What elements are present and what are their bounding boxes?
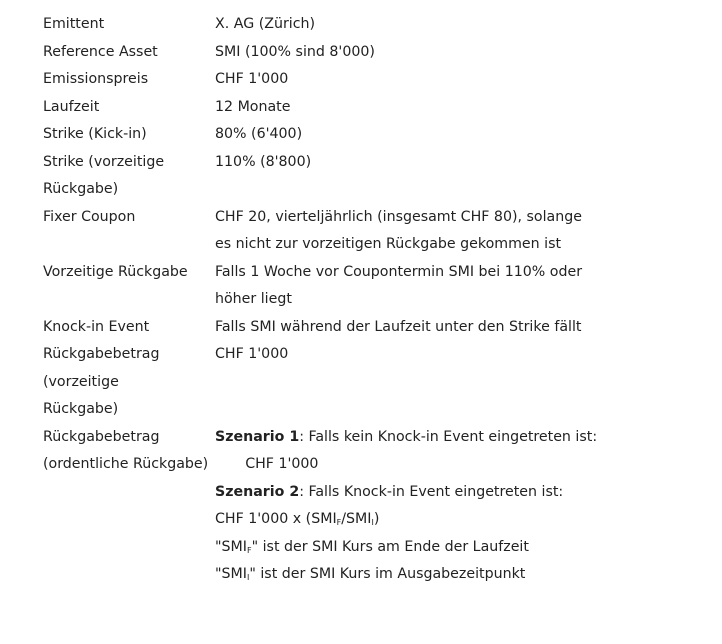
term-value: [215, 39, 683, 67]
term-value-line: es nicht zur vorzeitigen Rückgabe gekommen ist: [215, 236, 562, 252]
term-value-line: 80% (6'400): [215, 126, 303, 142]
term-value: [215, 424, 683, 452]
term-label-line: Reference Asset: [43, 43, 158, 60]
term-value: [215, 94, 683, 122]
term-label: [43, 204, 215, 259]
term-value: [215, 314, 683, 342]
subscript-f: F: [336, 518, 342, 527]
term-label: [43, 94, 215, 122]
term-row: [43, 121, 683, 149]
term-row: [43, 66, 683, 94]
scenario-1-amount-line: [43, 451, 683, 479]
scenario-1-title: Szenario 1: [215, 428, 300, 445]
scenario-1-amount: CHF 1'000: [245, 456, 319, 472]
scenario-1-line: [215, 424, 683, 452]
term-value-line: CHF 20, vierteljährlich (insgesamt CHF 80), solange: [215, 208, 582, 225]
term-value-line: 110% (8'800): [215, 153, 312, 170]
term-label-line: Laufzeit: [43, 98, 100, 115]
def-f-pre: "SMI: [215, 538, 247, 555]
term-label-line: Fixer Coupon: [43, 208, 136, 225]
term-value-line: 12 Monate: [215, 98, 291, 115]
term-label-line: Emissionspreis: [43, 71, 149, 87]
spacer: [43, 479, 215, 589]
term-label: [43, 39, 215, 67]
term-label: [43, 66, 215, 94]
term-value: [215, 11, 683, 39]
subscript-i: I: [371, 518, 374, 527]
term-value-line: Falls 1 Woche vor Coupontermin SMI bei 110% oder: [215, 263, 583, 280]
term-label: [43, 424, 215, 452]
term-row: [43, 204, 683, 259]
term-value: [215, 66, 683, 94]
term-row: [43, 314, 683, 342]
def-i-pre: "SMI: [215, 566, 247, 582]
term-value-line: CHF 1'000: [215, 71, 289, 87]
term-value: [215, 149, 683, 204]
term-value: [215, 121, 683, 149]
formula-suffix: ): [373, 511, 380, 527]
formula-line: [215, 506, 683, 534]
term-row: [43, 259, 683, 314]
definition-smi-i: [215, 561, 683, 589]
term-label: [43, 259, 215, 314]
term-value: [215, 341, 683, 424]
term-sheet-rows: [43, 11, 683, 424]
term-row: [43, 341, 683, 424]
term-label-line: Vorzeitige Rückgabe: [43, 263, 188, 280]
term-row-final-repayment: [43, 424, 683, 452]
def-f-post: " ist der SMI Kurs am Ende der Laufzeit: [251, 538, 529, 555]
term-sheet: [43, 11, 683, 589]
subscript-i: I: [246, 573, 250, 582]
term-row: [43, 11, 683, 39]
term-label-line: Rückgabe): [43, 401, 119, 417]
scenario-1-text: : Falls kein Knock-in Event eingetreten ist:: [299, 428, 598, 445]
term-value-line: SMI (100% sind 8'000): [215, 43, 375, 60]
definition-smi-f: [215, 534, 683, 562]
scenario-2-lines: [215, 479, 683, 589]
term-label-line: Strike (vorzeitige: [43, 153, 165, 170]
scenario-2-line: [215, 479, 683, 507]
formula-mid: /SMI: [341, 511, 372, 527]
term-label: [43, 149, 215, 204]
term-label-line: Rückgabebetrag: [43, 428, 160, 445]
term-row: [43, 94, 683, 122]
def-i-post: " ist der SMI Kurs im Ausgabezeitpunkt: [249, 566, 526, 582]
subscript-f: F: [246, 545, 252, 555]
term-label-line: Rückgabebetrag: [43, 346, 160, 362]
term-label-line: Knock-in Event: [43, 318, 150, 335]
term-label: [43, 121, 215, 149]
term-label-line: Rückgabe): [43, 181, 119, 197]
term-label: [43, 341, 215, 424]
term-label: [43, 314, 215, 342]
scenario-2-block: [43, 479, 683, 589]
term-row: [43, 39, 683, 67]
term-label-line: (vorzeitige: [43, 373, 119, 390]
term-value-line: CHF 1'000: [215, 346, 289, 362]
term-label-line: Strike (Kick-in): [43, 126, 147, 142]
term-label-line: Emittent: [43, 16, 105, 32]
term-label: [43, 11, 215, 39]
term-value: [215, 204, 683, 259]
scenario-2-title: Szenario 2: [215, 483, 300, 500]
term-row: [43, 149, 683, 204]
term-label-line: (ordentliche Rückgabe): [43, 456, 209, 472]
scenario-2-text: : Falls Knock-in Event eingetreten ist:: [299, 483, 564, 500]
term-value-line: höher liegt: [215, 291, 292, 307]
formula-prefix: CHF 1'000 x (SMI: [215, 511, 337, 527]
term-value-line: Falls SMI während der Laufzeit unter den Strike fällt: [215, 318, 582, 335]
term-value: [215, 259, 683, 314]
term-value-line: X. AG (Zürich): [215, 16, 316, 32]
